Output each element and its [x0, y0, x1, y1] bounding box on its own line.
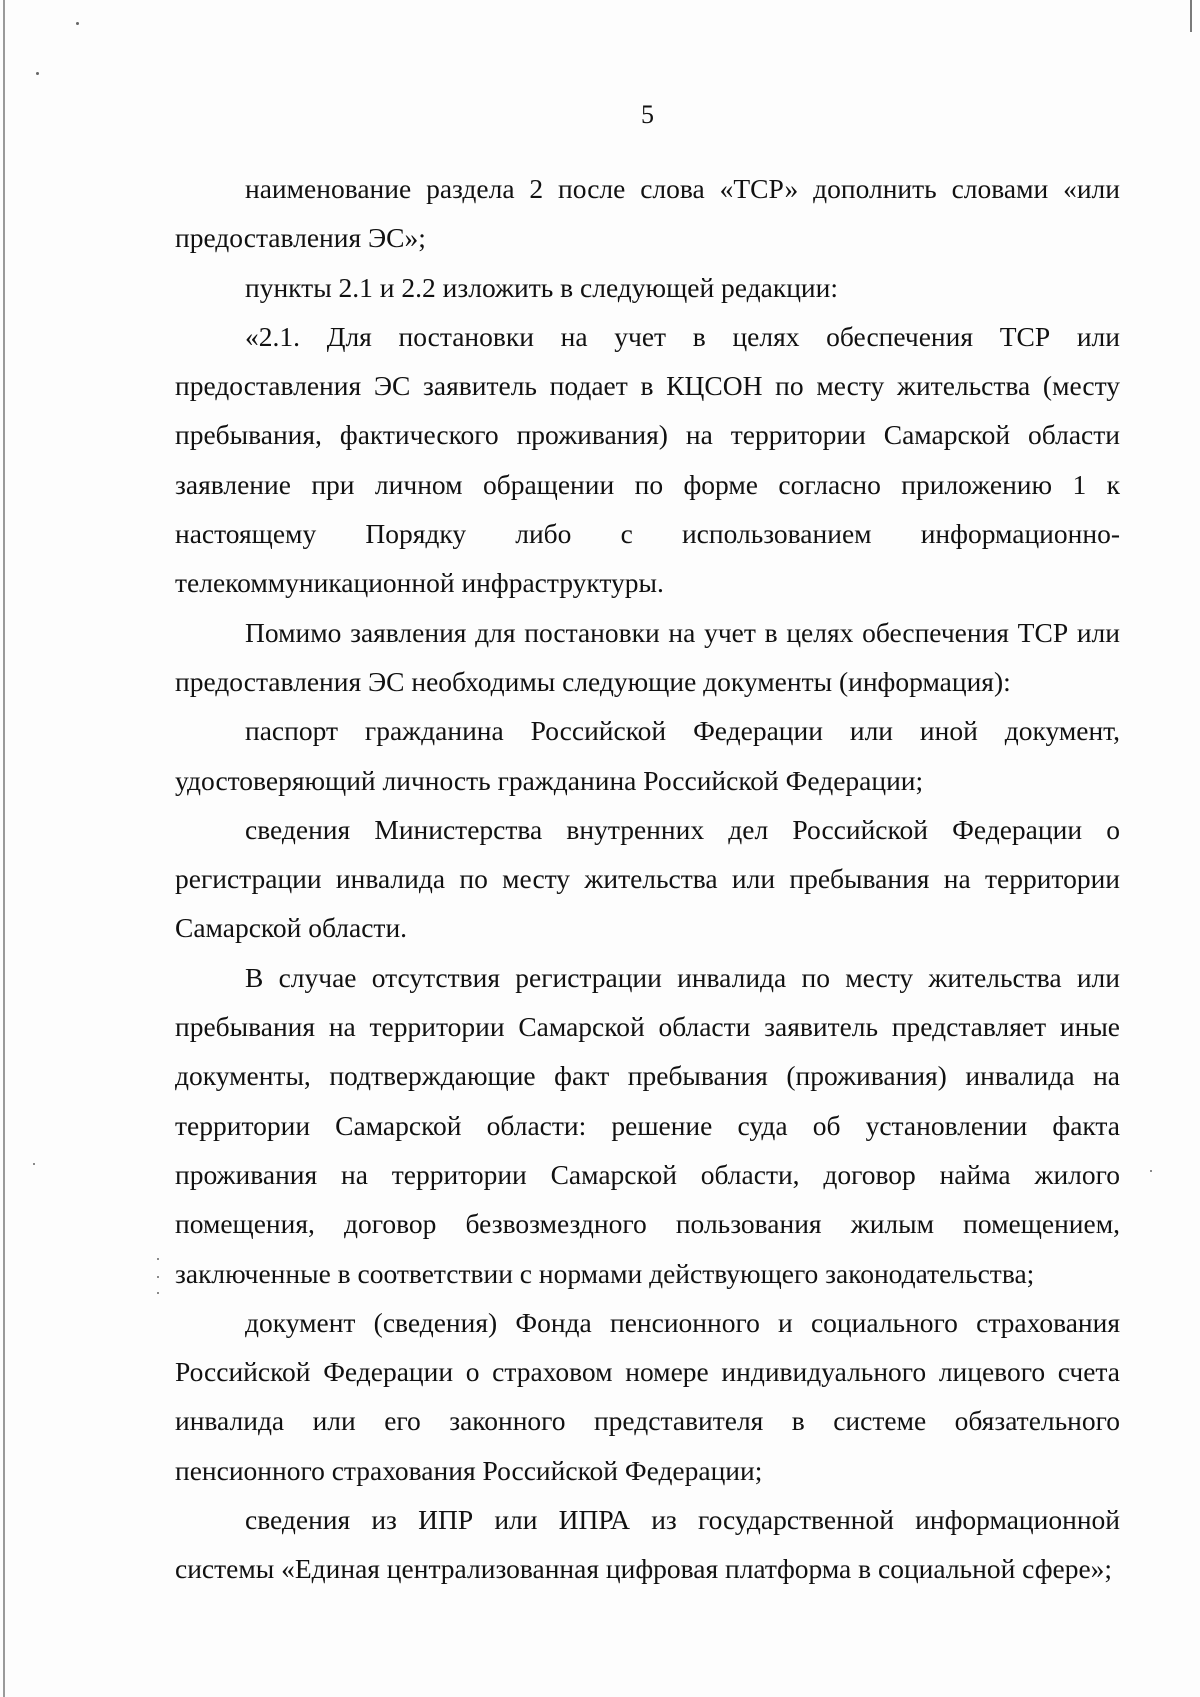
scan-right-edge-mark [1190, 0, 1192, 32]
paragraph: В случае отсутствия регистрации инвалида по месту жительства или пребывания на территории Самарской области заявитель представляет иные документы, подтверждающие факт пребывания (проживания) инвалида на территории Самарской области: решение суда об установлении факта проживания на территории Самарской области, договор найма жилого помещения, договор безвозмездного пользования жилым помещением, заключенные в соответствии с нормами действующего законодательства; [175, 961, 1120, 1289]
paragraph: Помимо заявления для постановки на учет в целях обеспечения ТСР или предоставления ЭС необходимы следующие документы (информация): [175, 616, 1120, 697]
paragraph: сведения из ИПР или ИПРА из государственной информационной системы «Единая централизованная цифровая платформа в социальной сфере»; [175, 1504, 1120, 1585]
paragraph: наименование раздела 2 после слова «ТСР» дополнить словами «или предоставления ЭС»; [175, 173, 1120, 254]
paragraph: паспорт гражданина Российской Федерации или иной документ, удостоверяющий личность гражданина Российской Федерации; [175, 715, 1120, 796]
document-body [175, 164, 1120, 1594]
scan-speck [157, 1258, 159, 1260]
scan-speck [33, 1163, 35, 1165]
paragraph: документ (сведения) Фонда пенсионного и социального страхования Российской Федерации о страховом номере индивидуального лицевого счета инвалида или его законного представителя в системе обязательного пенсионного страхования Российской Федерации; [175, 1306, 1120, 1486]
page-number: 5 [641, 100, 654, 129]
paragraph: пункты 2.1 и 2.2 изложить в следующей редакции: [245, 271, 838, 303]
paragraph: «2.1. Для постановки на учет в целях обеспечения ТСР или предоставления ЭС заявитель подает в КЦСОН по месту жительства (месту пребывания, фактического проживания) на территории Самарской области заявление при личном обращении по форме согласно приложению 1 к настоящему Порядку либо с использованием информационно-телекоммуникационной инфраструктуры. [175, 320, 1120, 599]
paragraph: сведения Министерства внутренних дел Российской Федерации о регистрации инвалида по месту жительства или пребывания на территории Самарской области. [175, 813, 1120, 944]
scan-speck [157, 1276, 159, 1278]
scan-speck [157, 1292, 159, 1294]
scan-left-edge [3, 0, 5, 1697]
scan-speck [76, 22, 79, 25]
scan-speck [1150, 1170, 1152, 1172]
scan-speck [36, 72, 39, 75]
